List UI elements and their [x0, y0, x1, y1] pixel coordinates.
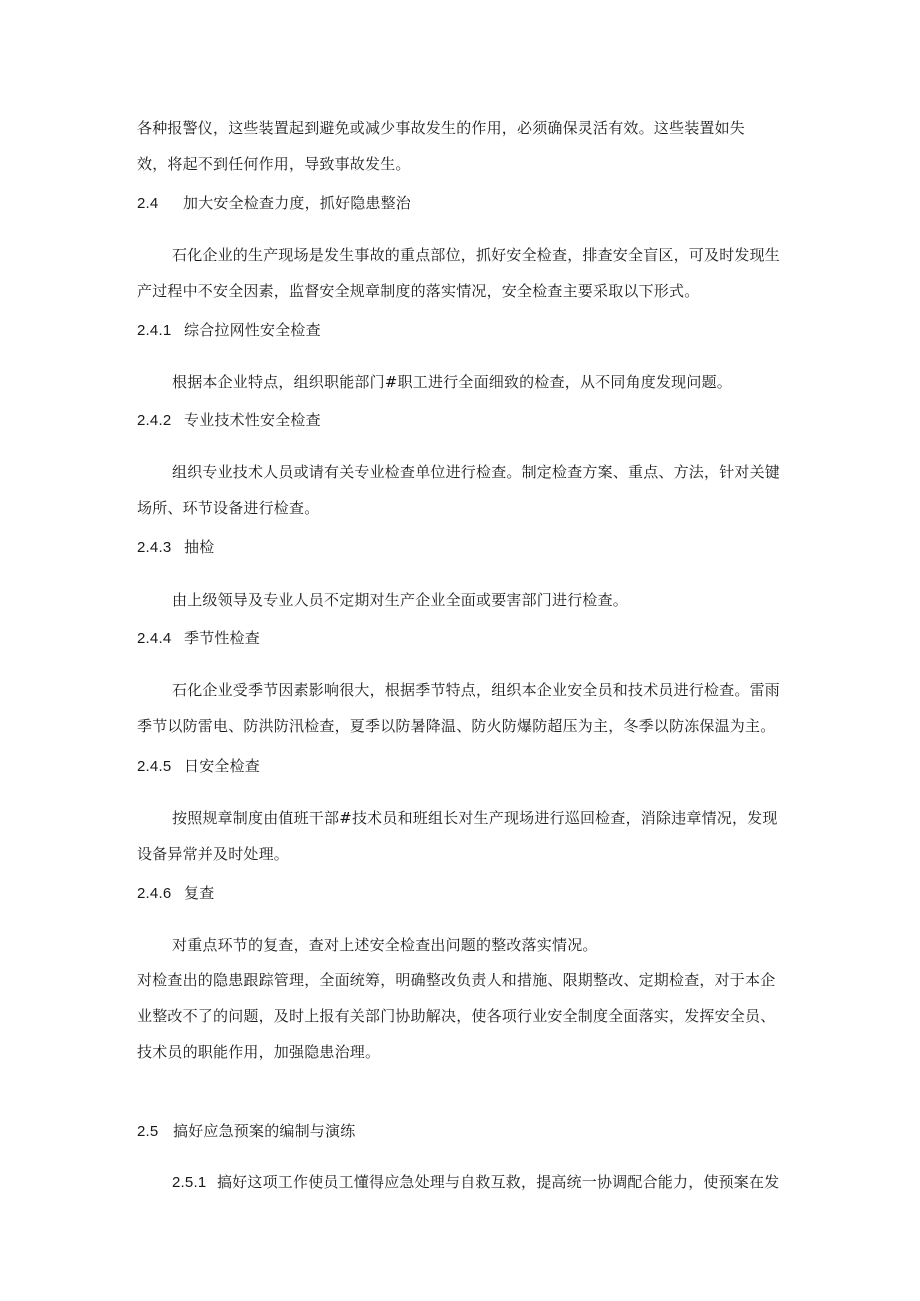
section-heading-2-4: [137, 193, 411, 214]
paragraph-line: 场所、环节设备进行检查。: [137, 499, 320, 517]
section-heading-2-4-6: [137, 883, 214, 904]
paragraph-line: 季节以防雷电、防洪防汛检查，夏季以防暑降温、防火防爆防超压为主，冬季以防冻保温为主。: [137, 717, 776, 735]
paragraph-line: 各种报警仪，这些装置起到避免或减少事故发生的作用，必须确保灵活有效。这些装置如失: [137, 119, 746, 137]
heading-number: 2.4.3: [137, 539, 172, 556]
heading-number: 2.4.5: [137, 758, 172, 775]
section-heading-2-5-1: [172, 1172, 779, 1193]
heading-number: 2.4.6: [137, 885, 172, 902]
heading-title: 日安全检查: [184, 757, 261, 775]
section-heading-2-4-3: [137, 537, 214, 558]
paragraph-line: 对检查出的隐患跟踪管理，全面统筹，明确整改负责人和措施、限期整改、定期检查，对于本企: [137, 971, 776, 989]
paragraph-line: 设备异常并及时处理。: [137, 845, 290, 863]
section-heading-2-4-5: [137, 756, 260, 777]
heading-number: 2.4.2: [137, 412, 172, 429]
section-heading-2-4-2: [137, 410, 321, 431]
heading-number: 2.4: [137, 195, 159, 212]
paragraph-line: 石化企业的生产现场是发生事故的重点部位，抓好安全检查，排查安全盲区，可及时发现生: [172, 246, 781, 264]
paragraph-line: 按照规章制度由值班干部#技术员和班组长对生产现场进行巡回检查，消除违章情况，发现: [172, 809, 778, 827]
heading-title: 专业技术性安全检查: [184, 411, 321, 429]
section-heading-2-4-4: [137, 628, 260, 649]
paragraph-line: 组织专业技术人员或请有关专业检查单位进行检查。制定检查方案、重点、方法，针对关键: [172, 463, 781, 481]
section-heading-2-4-1: [137, 320, 321, 341]
paragraph-line: 效，将起不到任何作用，导致事故发生。: [137, 155, 411, 173]
paragraph-line: 石化企业受季节因素影响很大，根据季节特点，组织本企业安全员和技术员进行检查。雷雨: [172, 681, 781, 699]
paragraph-line: 业整改不了的问题，及时上报有关部门协助解决，使各项行业安全制度全面落实，发挥安全员、: [137, 1007, 776, 1025]
paragraph-line: 由上级领导及专业人员不定期对生产企业全面或要害部门进行检查。: [172, 591, 629, 609]
heading-number: 2.5.1: [172, 1174, 207, 1191]
paragraph-line: 根据本企业特点，组织职能部门#职工进行全面细致的检查，从不同角度发现问题。: [172, 373, 732, 391]
paragraph-line: 技术员的职能作用，加强隐患治理。: [137, 1043, 381, 1061]
heading-title: 季节性检查: [184, 629, 261, 647]
heading-number: 2.5: [137, 1123, 159, 1140]
heading-number: 2.4.1: [137, 322, 172, 339]
heading-title: 加大安全检查力度，抓好隐患整治: [183, 194, 412, 212]
paragraph-line: 搞好这项工作使员工懂得应急处理与自救互救，提高统一协调配合能力，使预案在发: [217, 1173, 780, 1191]
heading-title: 搞好应急预案的编制与演练: [173, 1122, 356, 1140]
heading-title: 复查: [184, 884, 215, 902]
heading-number: 2.4.4: [137, 630, 172, 647]
paragraph-line: 对重点环节的复查，查对上述安全检查出问题的整改落实情况。: [172, 936, 598, 954]
paragraph-line: 产过程中不安全因素，监督安全规章制度的落实情况，安全检查主要采取以下形式。: [137, 282, 700, 300]
heading-title: 综合拉网性安全检查: [184, 321, 321, 339]
section-heading-2-5: [137, 1121, 355, 1142]
heading-title: 抽检: [184, 538, 215, 556]
